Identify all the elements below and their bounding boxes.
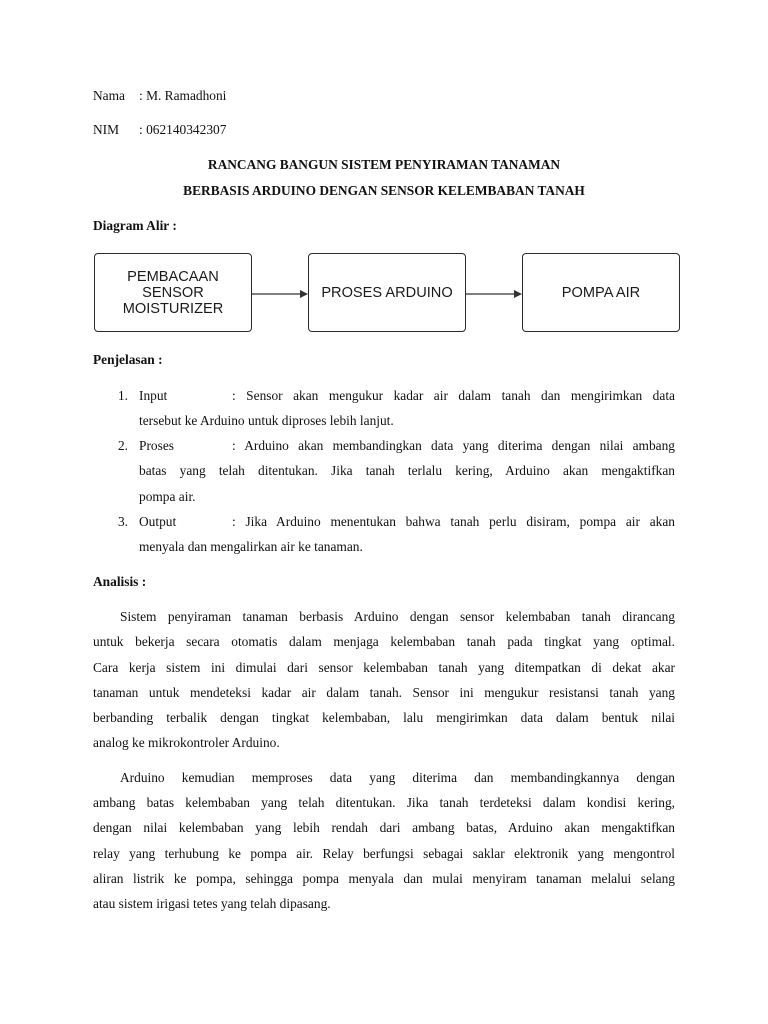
- name-line: [93, 88, 226, 104]
- analisis-p1-line3: Cara kerja sistem ini dimulai dari sensor kelembaban tanah yang ditempatkan di dekat akar: [93, 660, 675, 675]
- flow-arrow-1: [250, 286, 312, 302]
- analisis-heading: Analisis :: [93, 574, 147, 589]
- diagram-heading: Diagram Alir :: [93, 218, 177, 233]
- flow-box-sensor-line2: SENSOR: [142, 284, 204, 301]
- nim-value: : 062140342307: [139, 122, 227, 137]
- item-3-line2: menyala dan mengalirkan air ke tanaman.: [139, 539, 363, 554]
- analisis-p2-line2: ambang batas kelembaban yang telah ditentukan. Jika tanah terdeteksi dalam kondisi kering,: [93, 795, 675, 810]
- analisis-p2-line4: relay yang terhubung ke pompa air. Relay berfungsi sebagai saklar elektronik yang mengontrol: [93, 846, 675, 861]
- document-title-line2: BERBASIS ARDUINO DENGAN SENSOR KELEMBABAN TANAH: [183, 183, 585, 198]
- item-3-label: Output: [139, 514, 177, 529]
- flow-box-arduino: [308, 253, 466, 332]
- name-value: : M. Ramadhoni: [139, 88, 227, 103]
- item-1-line1: : Sensor akan mengukur kadar air dalam tanah dan mengirimkan data: [232, 388, 675, 403]
- item-2-line2: batas yang telah ditentukan. Jika tanah terlalu kering, Arduino akan mengaktifkan: [139, 463, 675, 478]
- item-2-line3: pompa air.: [139, 489, 196, 504]
- analisis-p1-line6: analog ke mikrokontroler Arduino.: [93, 735, 280, 750]
- flow-box-sensor-line1: PEMBACAAN: [127, 268, 219, 285]
- item-1-label: Input: [139, 388, 168, 403]
- nim-label: NIM: [93, 122, 120, 137]
- analisis-p1-line4: tanaman untuk mendeteksi kadar air dalam tanah. Sensor ini mengukur resistansi tanah yang: [93, 685, 675, 700]
- name-label: Nama: [93, 88, 125, 103]
- item-3-number: 3.: [117, 514, 128, 529]
- analisis-p1-line2: untuk bekerja secara otomatis dalam menjaga kelembaban tanah pada tingkat yang optimal.: [93, 634, 675, 649]
- nim-line: [93, 122, 226, 138]
- analisis-p2-line1: Arduino kemudian memproses data yang diterima dan membandingkannya dengan: [120, 770, 675, 785]
- penjelasan-heading: Penjelasan :: [93, 352, 163, 367]
- item-2-line1: : Arduino akan membandingkan data yang diterima dengan nilai ambang: [232, 438, 675, 453]
- document-title-line1: RANCANG BANGUN SISTEM PENYIRAMAN TANAMAN: [207, 157, 561, 172]
- analisis-p1-line5: berbanding terbalik dengan tingkat kelembaban, lalu mengirimkan data dalam bentuk nilai: [93, 710, 675, 725]
- flow-box-arduino-label: PROSES ARDUINO: [321, 284, 453, 301]
- item-2-number: 2.: [117, 438, 128, 453]
- flow-box-pump: [522, 253, 680, 332]
- flow-arrow-2: [464, 286, 526, 302]
- item-1-line2: tersebut ke Arduino untuk diproses lebih lanjut.: [139, 413, 394, 428]
- flow-box-sensor-line3: MOISTURIZER: [122, 300, 224, 317]
- analisis-p2-line5: aliran listrik ke pompa, sehingga pompa menyala dan mulai menyiram tanaman melalui selang: [93, 871, 675, 886]
- item-3-line1: : Jika Arduino menentukan bahwa tanah perlu disiram, pompa air akan: [232, 514, 675, 529]
- flow-box-sensor: [94, 253, 252, 332]
- analisis-p2-line6: atau sistem irigasi tetes yang telah dipasang.: [93, 896, 331, 911]
- flow-box-pump-label: POMPA AIR: [561, 284, 641, 301]
- item-2-label: Proses: [139, 438, 174, 453]
- analisis-p1-line1: Sistem penyiraman tanaman berbasis Arduino dengan sensor kelembaban tanah dirancang: [120, 609, 675, 624]
- item-1-number: 1.: [117, 388, 128, 403]
- analisis-p2-line3: dengan nilai kelembaban yang lebih rendah dari ambang batas, Arduino akan mengaktifkan: [93, 820, 675, 835]
